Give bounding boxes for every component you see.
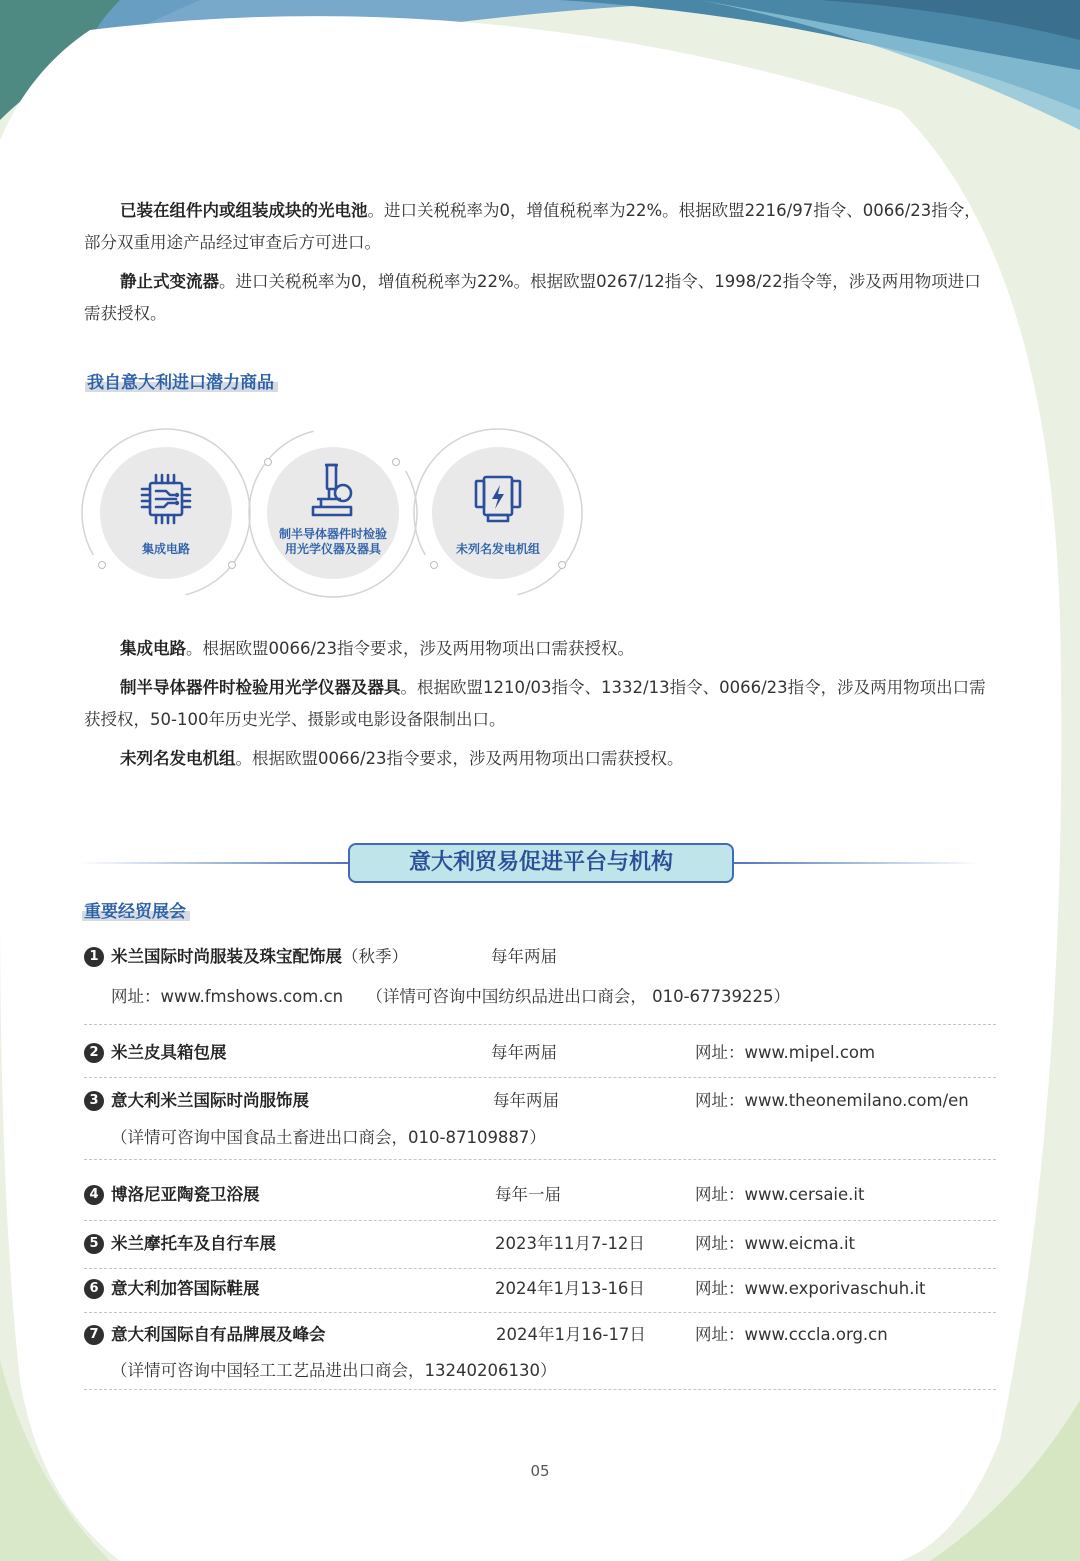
divider: [84, 1268, 996, 1269]
fair-item: [84, 1041, 996, 1065]
divider: [84, 1389, 996, 1390]
paragraph-lead: 集成电路: [120, 639, 186, 658]
fair-frequency: 每年两届: [491, 1043, 557, 1062]
fair-name: 米兰摩托车及自行车展: [111, 1234, 276, 1253]
fair-item: [84, 1089, 996, 1149]
fair-note: （详情可咨询中国食品土畜进出口商会，010-87109887）: [111, 1128, 546, 1147]
product-label: 集成电路: [141, 542, 190, 556]
microscope-icon: [303, 461, 363, 521]
fair-line: [84, 1183, 996, 1207]
product-label: 制半导体器件时检验用光学仪器及器具: [278, 527, 387, 556]
banner-line-left: [80, 862, 350, 864]
fair-item: [84, 1183, 996, 1207]
fair-item: [84, 1323, 996, 1383]
divider: [84, 1024, 996, 1025]
fair-frequency: 每年一届: [495, 1185, 561, 1204]
fair-url[interactable]: 网址：www.theonemilano.com/en: [695, 1091, 969, 1110]
fair-frequency: 每年两届: [493, 1091, 559, 1110]
number-badge: 2: [84, 1043, 104, 1063]
fair-note: （详情可咨询中国纺织品进出口商会， 010-67739225）: [366, 987, 791, 1006]
chip-icon: [136, 469, 196, 529]
divider: [84, 1312, 996, 1313]
fair-item: [84, 945, 996, 1005]
trade-fairs-heading: [84, 897, 186, 922]
fair-name: 米兰皮具箱包展: [111, 1043, 227, 1062]
fair-url-line: [111, 983, 790, 1007]
number-badge: 7: [84, 1325, 104, 1345]
paragraph-lead: 静止式变流器: [120, 272, 219, 291]
banner-line-right: [730, 862, 980, 864]
fair-line: [84, 1277, 996, 1301]
section-title: 意大利贸易促进平台与机构: [348, 843, 734, 883]
fair-frequency: 2024年1月16-17日: [496, 1325, 646, 1344]
product-circles: [80, 425, 585, 605]
divider: [84, 1077, 996, 1078]
fair-line: [84, 1089, 996, 1113]
generator-icon: [468, 469, 528, 529]
paragraph-photovoltaic: [84, 195, 996, 259]
fair-note: （详情可咨询中国轻工工艺品进出口商会，13240206130）: [111, 1361, 557, 1380]
heading-text: 重要经贸展会: [84, 902, 186, 922]
product-optical-instrument: [267, 447, 399, 579]
number-badge: 4: [84, 1185, 104, 1205]
number-badge: 1: [84, 947, 104, 967]
paragraph-lead: 制半导体器件时检验用光学仪器及器具: [120, 678, 401, 697]
fair-url[interactable]: 网址：www.mipel.com: [695, 1043, 876, 1062]
fair-item: [84, 1232, 996, 1256]
fair-url[interactable]: 网址：www.fmshows.com.cn: [111, 987, 344, 1006]
page-number: 05: [530, 1462, 550, 1480]
paragraph-body: 。根据欧盟1210/03指令、1332/13指令、0066/23指令，涉及两用物项出口需获授权，50-100年历史光学、摄影或电影设备限制出口。: [84, 678, 986, 729]
paragraph-inverter: [84, 266, 996, 330]
number-badge: 6: [84, 1279, 104, 1299]
fair-url[interactable]: 网址：www.cersaie.it: [695, 1185, 865, 1204]
fair-name: 意大利加答国际鞋展: [111, 1279, 260, 1298]
product-integrated-circuit: [100, 447, 232, 579]
fair-line: [84, 945, 996, 969]
fair-name: 意大利国际自有品牌展及峰会: [111, 1325, 326, 1344]
fair-line: [84, 1041, 996, 1065]
fair-season: （秋季）: [342, 947, 408, 966]
number-badge: 5: [84, 1234, 104, 1254]
import-goods-heading: [87, 368, 274, 393]
fair-url[interactable]: 网址：www.eicma.it: [695, 1234, 856, 1253]
divider: [84, 1159, 996, 1160]
product-generator-set: [432, 447, 564, 579]
fair-frequency: 2024年1月13-16日: [495, 1279, 645, 1298]
paragraph-body: 。根据欧盟0066/23指令要求，涉及两用物项出口需获授权。: [235, 749, 684, 768]
product-label: 未列名发电机组: [455, 542, 540, 556]
fair-name: 博洛尼亚陶瓷卫浴展: [111, 1185, 260, 1204]
fair-url[interactable]: 网址：www.cccla.org.cn: [695, 1325, 888, 1344]
paragraph-ic: [84, 633, 996, 665]
paragraph-body: 。根据欧盟0066/23指令要求，涉及两用物项出口需获授权。: [186, 639, 635, 658]
fair-line: [84, 1232, 996, 1256]
fair-line: [84, 1323, 996, 1347]
paragraph-optical: [84, 672, 996, 736]
paragraph-body: 。进口关税税率为0，增值税税率为22%。根据欧盟2216/97指令、0066/23指令，部分双重用途产品经过审查后方可进口。: [84, 201, 981, 252]
paragraph-body: 。进口关税税率为0，增值税税率为22%。根据欧盟0267/12指令、1998/22指令等，涉及两用物项进口需获授权。: [84, 272, 981, 323]
paragraph-lead: 已装在组件内或组装成块的光电池: [120, 201, 368, 220]
fair-name: 意大利米兰国际时尚服饰展: [111, 1091, 309, 1110]
divider: [84, 1220, 996, 1221]
fair-name: [111, 945, 408, 969]
number-badge: 3: [84, 1091, 104, 1111]
fair-url[interactable]: 网址：www.exporivaschuh.it: [695, 1279, 926, 1298]
fair-frequency: 每年两届: [491, 947, 557, 966]
fair-frequency: 2023年11月7-12日: [495, 1234, 645, 1253]
paragraph-generator: [84, 743, 996, 775]
heading-text: 我自意大利进口潜力商品: [87, 373, 274, 393]
fair-name-text: 米兰国际时尚服装及珠宝配饰展: [111, 947, 342, 966]
fair-item: [84, 1277, 996, 1301]
paragraph-lead: 未列名发电机组: [120, 749, 236, 768]
section-banner: [80, 843, 980, 883]
